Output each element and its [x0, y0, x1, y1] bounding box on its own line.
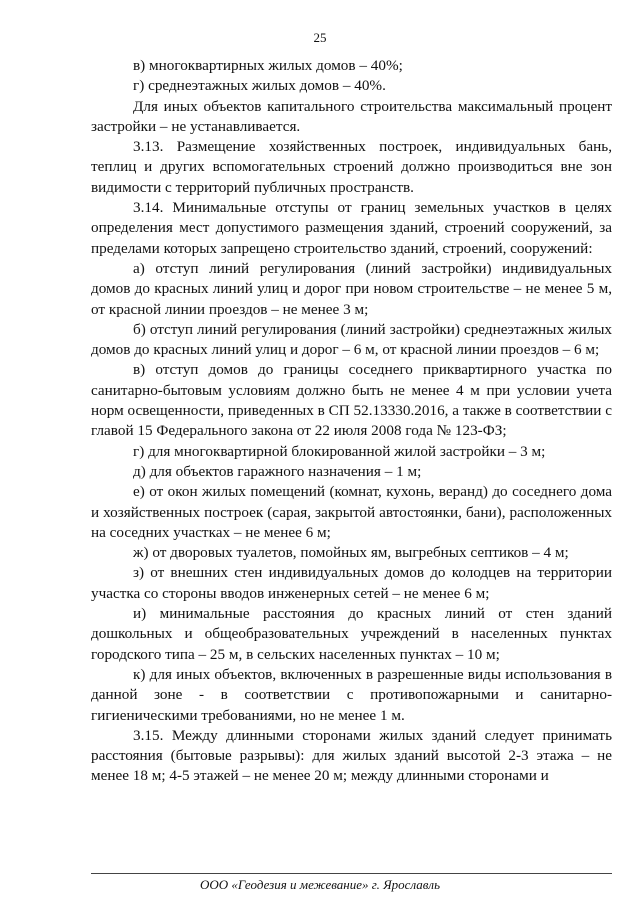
- paragraph-3-15: 3.15. Между длинными сторонами жилых зданий следует принимать расстояния (бытовые разрывы): для жилых зданий высотой 2-3 этажа – не менее 18 м; 4-5 этажей – не менее 20 м; между длинными сторонами и: [91, 726, 612, 785]
- paragraph-3-14-b: б) отступ линий регулирования (линий застройки) среднеэтажных жилых домов до красных линий улиц и дорог – 6 м, от красной линии проездов – 6 м;: [91, 320, 612, 359]
- paragraph-3-14-z: з) от внешних стен индивидуальных домов до колодцев на территории участка со стороны вводов инженерных сетей – не менее 6 м;: [91, 564, 612, 602]
- paragraph-3-14-d: д) для объектов гаражного назначения – 1 м;: [133, 462, 422, 480]
- paragraph-3-14-i: и) минимальные расстояния до красных линий от стен зданий дошкольных и общеобразовательных учреждений в населенных пунктах городского типа – 25 м, в сельских населенных пунктах – 10 м;: [91, 605, 612, 663]
- paragraph-3-14-v: в) отступ домов до границы соседнего приквартирного участка по санитарно-бытовым условиям должно быть не менее 4 м при условии учета норм освещенности, приведенных в СП 52.13330.2016, а также в соответствии с главой 15 Федерального закона от 22 июля 2008 года № 123-ФЗ;: [91, 361, 612, 440]
- paragraph-3-14-g: г) для многоквартирной блокированной жилой застройки – 3 м;: [133, 442, 546, 460]
- document-body: [91, 56, 612, 787]
- page-number: 25: [313, 30, 327, 45]
- footer-divider: [91, 873, 612, 874]
- paragraph-item-v: в) многоквартирных жилых домов – 40%;: [133, 57, 403, 74]
- paragraph-3-13: 3.13. Размещение хозяйственных построек, индивидуальных бань, теплиц и других вспомогательных строений должно производиться вне зон видимости с территорий публичных пространств.: [91, 138, 612, 196]
- paragraph-3-14-e: е) от окон жилых помещений (комнат, кухонь, веранд) до соседнего дома и хозяйственных построек (сарая, закрытой автостоянки, бани), расположенных на соседних участках – не менее 6 м;: [91, 483, 612, 541]
- paragraph-item-g: г) среднеэтажных жилых домов – 40%.: [133, 77, 386, 95]
- page-footer: ООО «Геодезия и межевание» г. Ярославль: [199, 877, 441, 892]
- paragraph-other-objects: Для иных объектов капитального строительства максимальный процент застройки – не устанавливается.: [91, 97, 612, 135]
- paragraph-3-14-zh: ж) от дворовых туалетов, помойных ям, выгребных септиков – 4 м;: [133, 544, 569, 562]
- paragraph-3-14-a: а) отступ линий регулирования (линий застройки) индивидуальных домов до красных линий улиц и дорог при новом строительстве – не менее 5 м, от красной линии проездов – не менее 3 м;: [91, 259, 612, 318]
- paragraph-3-14-k: к) для иных объектов, включенных в разрешенные виды использования в данной зоне - в соответствии с противопожарными и санитарно-гигиеническими требованиями, но не менее 1 м.: [91, 665, 612, 724]
- paragraph-3-14: 3.14. Минимальные отступы от границ земельных участков в целях определения мест допустимого размещения зданий, строений сооружений, за пределами которых запрещено строительство зданий, строений, сооружений:: [91, 199, 612, 257]
